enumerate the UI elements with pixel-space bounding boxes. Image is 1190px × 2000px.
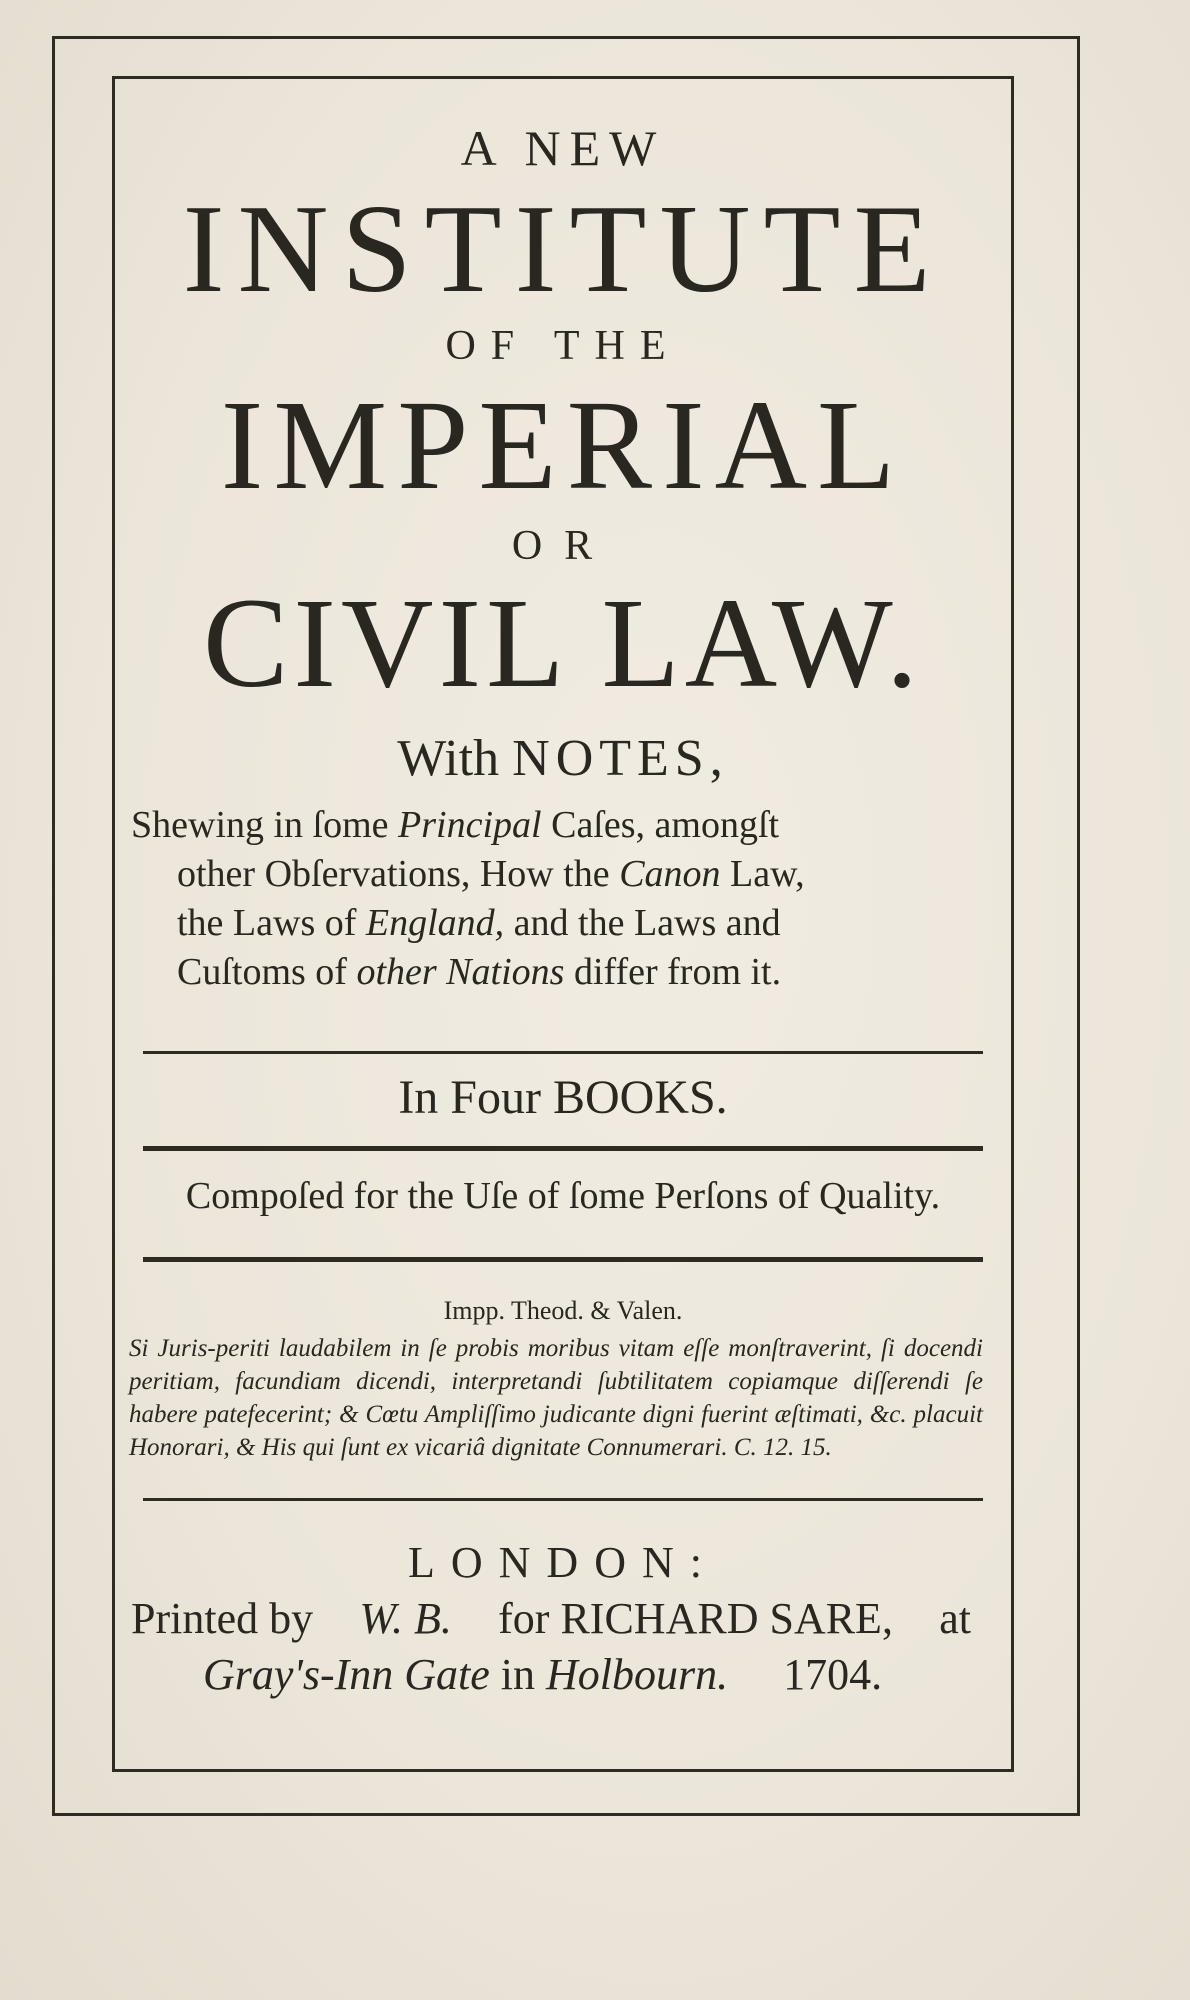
desc-l4-b: other Nations: [356, 951, 565, 993]
desc-l2-b: Canon: [619, 853, 721, 895]
imprint-city: LONDON:: [408, 1538, 718, 1587]
subtitle-notes-word: NOTES,: [512, 730, 729, 787]
imprint-bookseller: for RICHARD SARE,: [498, 1594, 893, 1643]
desc-l2-c: Law,: [730, 853, 805, 895]
imprint-street: Holbourn.: [546, 1650, 729, 1699]
title-page-content: [115, 79, 1011, 1703]
epigraph-latin-quote: Si Juris-periti laudabilem in ſe probis moribus vitam eſſe monſtraverint, ſi docendi peritiam, facundiam dicendi, interpretandi ſubtilitatem copiamque diſſerendi ſe habere patefecerint; & Cœtu Ampliſſimo judicante digni fuerint æſtimati, &c. placuit Honorari, & His qui ſunt ex vicariâ dignitate Connumerari. C. 12. 15.: [129, 1335, 983, 1461]
desc-l1-b: Principal: [398, 804, 542, 846]
desc-l3-a: the Laws of: [177, 902, 357, 944]
desc-l3-b: England,: [365, 902, 505, 944]
imprint-block: [115, 1591, 1011, 1703]
subtitle-description: [115, 801, 1011, 997]
description-line-4: [131, 948, 991, 997]
imprint-in: in: [500, 1650, 536, 1699]
imprint-line-2: [131, 1647, 971, 1703]
title-line-a-new: A NEW: [460, 120, 666, 176]
imprint-printer: W. B.: [359, 1594, 452, 1643]
divider-rule-4: [143, 1498, 983, 1501]
title-line-or: OR: [511, 523, 615, 569]
imprint-place: Gray's-Inn Gate: [203, 1650, 490, 1699]
desc-l1-a: Shewing in ſome: [131, 804, 389, 846]
composed-for-line: Compoſed for the Uſe of ſome Perſons of Quality.: [185, 1175, 941, 1217]
title-line-imperial: IMPERIAL: [220, 374, 906, 516]
divider-rule-2: [143, 1146, 983, 1151]
imprint-printed-by: Printed by: [131, 1594, 314, 1643]
divider-rule-1: [143, 1051, 983, 1054]
epigraph-attribution: Impp. Theod. & Valen.: [443, 1296, 683, 1325]
title-line-institute: INSTITUTE: [182, 180, 944, 319]
divider-rule-3: [143, 1257, 983, 1262]
desc-l4-a: Cuſtoms of: [177, 951, 347, 993]
desc-l1-c: Caſes, amongſt: [551, 804, 780, 846]
description-line-1: [131, 801, 991, 850]
title-line-civil-law: CIVIL LAW.: [203, 572, 923, 714]
desc-l2-a: other Obſervations, How the: [177, 853, 610, 895]
description-line-2: [131, 850, 991, 899]
imprint-line-1: [131, 1591, 971, 1647]
title-line-of-the: OF THE: [445, 323, 681, 369]
desc-l4-c: differ from it.: [573, 951, 782, 993]
imprint-year: 1704.: [783, 1650, 883, 1699]
books-count-line: In Four BOOKS.: [398, 1071, 728, 1124]
desc-l3-c: and the Laws and: [513, 902, 781, 944]
description-line-3: [131, 899, 991, 948]
imprint-at: at: [939, 1594, 971, 1643]
subtitle-with-word: With: [397, 730, 500, 787]
subtitle-with-notes: [115, 730, 1011, 787]
